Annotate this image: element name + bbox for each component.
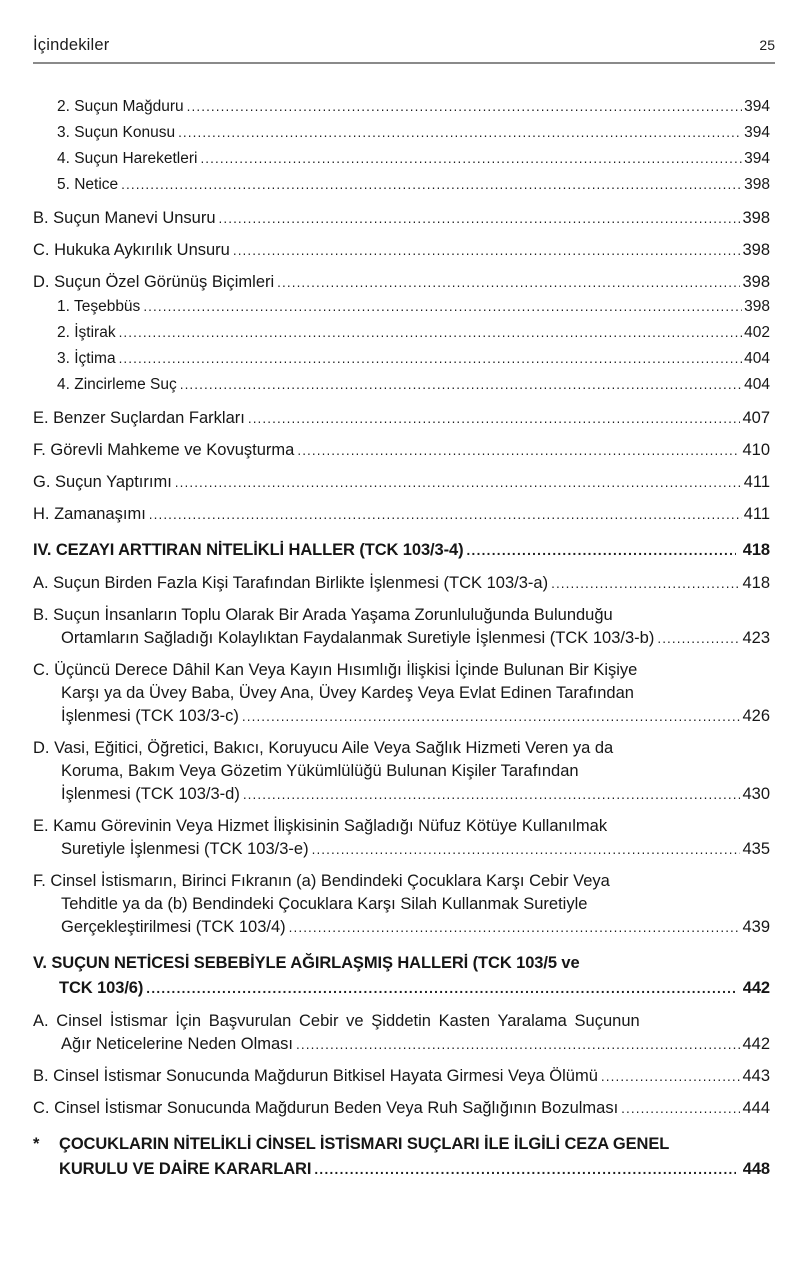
toc-entry-page-number: 398 bbox=[742, 209, 770, 227]
toc-list bbox=[0, 64, 810, 1182]
toc-entry-line bbox=[57, 294, 770, 320]
toc-entry-page-number: 407 bbox=[742, 409, 770, 427]
toc-entry-line bbox=[33, 604, 770, 627]
toc-entry-title: 3. İçtima bbox=[57, 350, 116, 367]
dot-leader bbox=[551, 572, 740, 595]
toc-entry-title: 3. Suçun Konusu bbox=[57, 124, 176, 141]
toc-entry bbox=[33, 407, 770, 430]
toc-entry bbox=[33, 1065, 770, 1088]
toc-entry-line bbox=[33, 870, 770, 893]
dot-leader bbox=[242, 705, 741, 728]
toc-entry-page-number: 418 bbox=[742, 541, 770, 559]
toc-entry-title: E. Kamu Görevinin Veya Hizmet İlişkisinin Sağladığı Nüfuz Kötüye Kullanılmak bbox=[33, 817, 608, 835]
dot-leader bbox=[143, 294, 742, 320]
page-header bbox=[0, 0, 810, 55]
toc-entry-title: 4. Suçun Hareketleri bbox=[57, 150, 198, 167]
toc-entry-line bbox=[57, 346, 770, 372]
dot-leader bbox=[657, 627, 740, 650]
toc-entry-page-number: 444 bbox=[742, 1099, 770, 1117]
toc-entry-line bbox=[33, 916, 770, 939]
toc-entry-line bbox=[33, 471, 770, 494]
toc-entry bbox=[33, 320, 770, 346]
toc-entry-line bbox=[57, 320, 770, 346]
toc-entry-line bbox=[33, 783, 770, 806]
toc-entry-page-number: 410 bbox=[742, 441, 770, 459]
toc-entry-title: Gerçekleştirilmesi (TCK 103/4) bbox=[61, 918, 286, 936]
toc-entry bbox=[33, 737, 770, 806]
toc-entry-title: 1. Teşebbüs bbox=[57, 298, 141, 315]
toc-entry-page-number: 443 bbox=[742, 1067, 770, 1085]
toc-entry-line bbox=[57, 120, 770, 146]
toc-entry bbox=[33, 471, 770, 494]
toc-entry-page-number: 442 bbox=[742, 979, 770, 997]
dot-leader bbox=[146, 976, 735, 1001]
toc-entry-line bbox=[33, 239, 770, 262]
toc-entry bbox=[33, 239, 770, 262]
toc-entry bbox=[33, 294, 770, 320]
toc-entry bbox=[33, 659, 770, 728]
toc-entry bbox=[33, 1010, 770, 1056]
toc-entry-line bbox=[57, 146, 770, 172]
toc-entry bbox=[33, 572, 770, 595]
toc-entry-line bbox=[33, 407, 770, 430]
dot-leader bbox=[601, 1065, 741, 1088]
toc-entry-page-number: 426 bbox=[742, 707, 770, 725]
toc-entry bbox=[33, 870, 770, 939]
toc-entry-line bbox=[33, 838, 770, 861]
toc-entry-title: F. Cinsel İstismarın, Birinci Fıkranın (a) Bendindeki Çocuklara Karşı Cebir Veya bbox=[33, 872, 610, 890]
toc-entry-title: A. Suçun Birden Fazla Kişi Tarafından Birlikte İşlenmesi (TCK 103/3-a) bbox=[33, 574, 549, 592]
toc-entry-title: G. Suçun Yaptırımı bbox=[33, 473, 172, 491]
header-page-number: 25 bbox=[759, 37, 775, 53]
toc-entry-page-number: 398 bbox=[742, 241, 770, 259]
toc-entry bbox=[33, 146, 770, 172]
dot-leader bbox=[187, 94, 742, 120]
toc-entry-title: İşlenmesi (TCK 103/3-c) bbox=[61, 707, 239, 725]
list-marker: * bbox=[33, 1135, 40, 1153]
toc-entry-title: B. Cinsel İstismar Sonucunda Mağdurun Bitkisel Hayata Girmesi Veya Ölümü bbox=[33, 1067, 598, 1085]
toc-entry-line bbox=[33, 760, 770, 783]
dot-leader bbox=[119, 346, 743, 372]
toc-entry-line bbox=[33, 1010, 770, 1033]
toc-entry-line bbox=[33, 538, 770, 563]
toc-entry-page-number: 423 bbox=[742, 629, 770, 647]
toc-entry bbox=[33, 951, 770, 1001]
dot-leader bbox=[289, 916, 741, 939]
toc-entry-page-number: 442 bbox=[742, 1035, 770, 1053]
toc-entry bbox=[33, 271, 770, 294]
toc-entry-title: KURULU VE DAİRE KARARLARI bbox=[59, 1160, 312, 1178]
toc-entry bbox=[33, 538, 770, 563]
toc-entry bbox=[33, 439, 770, 462]
toc-entry-line bbox=[33, 705, 770, 728]
toc-entry-page-number: 411 bbox=[743, 473, 770, 491]
toc-entry-title: 4. Zincirleme Suç bbox=[57, 376, 177, 393]
toc-entry-title: Suretiyle İşlenmesi (TCK 103/3-e) bbox=[61, 840, 309, 858]
toc-entry-title: TCK 103/6) bbox=[59, 979, 144, 997]
toc-entry-page-number: 394 bbox=[744, 98, 770, 115]
toc-entry-title: H. Zamanaşımı bbox=[33, 505, 146, 523]
dot-leader bbox=[178, 120, 742, 146]
toc-entry-page-number: 439 bbox=[742, 918, 770, 936]
toc-entry bbox=[33, 815, 770, 861]
toc-entry-page-number: 430 bbox=[742, 785, 770, 803]
dot-leader bbox=[119, 320, 743, 346]
toc-entry bbox=[33, 1097, 770, 1120]
toc-entry-page-number: 411 bbox=[743, 505, 770, 523]
toc-entry-title: İşlenmesi (TCK 103/3-d) bbox=[61, 785, 240, 803]
toc-entry-title: Karşı ya da Üvey Baba, Üvey Ana, Üvey Kardeş Veya Evlat Edinen Tarafından bbox=[61, 684, 634, 702]
toc-entry-page-number: 418 bbox=[742, 574, 770, 592]
toc-entry-page-number: 404 bbox=[744, 350, 770, 367]
toc-entry-page-number: 404 bbox=[744, 376, 770, 393]
dot-leader bbox=[296, 1033, 740, 1056]
toc-entry-page-number: 402 bbox=[744, 324, 770, 341]
toc-entry-line bbox=[33, 659, 770, 682]
toc-entry bbox=[33, 172, 770, 198]
toc-entry-title: D. Suçun Özel Görünüş Biçimleri bbox=[33, 273, 275, 291]
toc-entry bbox=[33, 1132, 770, 1182]
toc-entry-page-number: 435 bbox=[742, 840, 770, 858]
toc-entry bbox=[33, 372, 770, 398]
toc-entry-title: Ağır Neticelerine Neden Olması bbox=[61, 1035, 294, 1053]
toc-entry-title: Ortamların Sağladığı Kolaylıktan Faydalanmak Suretiyle İşlenmesi (TCK 103/3-b) bbox=[61, 629, 655, 647]
toc-entry-title: C. Cinsel İstismar Sonucunda Mağdurun Beden Veya Ruh Sağlığının Bozulması bbox=[33, 1099, 619, 1117]
toc-entry-title: E. Benzer Suçlardan Farkları bbox=[33, 409, 245, 427]
toc-entry bbox=[33, 346, 770, 372]
dot-leader bbox=[621, 1097, 740, 1120]
toc-entry-line bbox=[57, 172, 770, 198]
toc-entry-title: 2. İştirak bbox=[57, 324, 116, 341]
toc-entry-line bbox=[33, 271, 770, 294]
dot-leader bbox=[243, 783, 741, 806]
toc-entry-line bbox=[33, 976, 770, 1001]
header-title: İçindekiler bbox=[33, 36, 110, 54]
toc-entry-line bbox=[33, 737, 770, 760]
toc-entry-line bbox=[33, 893, 770, 916]
dot-leader bbox=[149, 503, 742, 526]
toc-entry-line bbox=[33, 1132, 770, 1157]
toc-entry-line bbox=[33, 815, 770, 838]
toc-entry-page-number: 394 bbox=[744, 124, 770, 141]
toc-entry-page-number: 448 bbox=[742, 1160, 770, 1178]
toc-entry-title: C. Hukuka Aykırılık Unsuru bbox=[33, 241, 230, 259]
toc-entry-title: 2. Suçun Mağduru bbox=[57, 98, 184, 115]
toc-entry-title: C. Üçüncü Derece Dâhil Kan Veya Kayın Hısımlığı İlişkisi İçinde Bulunan Bir Kişiye bbox=[33, 661, 638, 679]
toc-entry bbox=[33, 604, 770, 650]
toc-entry-page-number: 398 bbox=[744, 176, 770, 193]
toc-entry-title: V. SUÇUN NETİCESİ SEBEBİYLE AĞIRLAŞMIŞ HALLERİ (TCK 103/5 ve bbox=[33, 954, 580, 972]
toc-entry-page-number: 398 bbox=[742, 273, 770, 291]
dot-leader bbox=[121, 172, 742, 198]
toc-entry-line bbox=[33, 207, 770, 230]
toc-entry-title: A. Cinsel İstismar İçin Başvurulan Cebir ve Şiddetin Kasten Yaralama Suçunun bbox=[33, 1012, 640, 1030]
toc-entry-title: ÇOCUKLARIN NİTELİKLİ CİNSEL İSTİSMARI SUÇLARI İLE İLGİLİ CEZA GENEL bbox=[59, 1135, 670, 1153]
toc-entry bbox=[33, 207, 770, 230]
dot-leader bbox=[233, 239, 741, 262]
toc-entry-line bbox=[33, 1033, 770, 1056]
toc-entry bbox=[33, 94, 770, 120]
dot-leader bbox=[175, 471, 742, 494]
toc-entry-line bbox=[57, 372, 770, 398]
toc-entry bbox=[33, 503, 770, 526]
dot-leader bbox=[297, 439, 740, 462]
dot-leader bbox=[200, 146, 742, 172]
dot-leader bbox=[219, 207, 741, 230]
toc-entry-line bbox=[33, 439, 770, 462]
toc-entry-title: 5. Netice bbox=[57, 176, 119, 193]
toc-entry-title: Koruma, Bakım Veya Gözetim Yükümlülüğü Bulunan Kişiler Tarafından bbox=[61, 762, 579, 780]
toc-entry-title: IV. CEZAYI ARTTIRAN NİTELİKLİ HALLER (TCK 103/3-4) bbox=[33, 541, 464, 559]
toc-entry-line bbox=[33, 572, 770, 595]
toc-entry-line bbox=[33, 503, 770, 526]
dot-leader bbox=[312, 838, 741, 861]
toc-entry-line bbox=[33, 627, 770, 650]
dot-leader bbox=[466, 538, 735, 563]
toc-entry-line bbox=[33, 1065, 770, 1088]
dot-leader bbox=[248, 407, 741, 430]
toc-entry-page-number: 394 bbox=[744, 150, 770, 167]
toc-entry-line bbox=[57, 94, 770, 120]
dot-leader bbox=[314, 1157, 735, 1182]
toc-entry-line bbox=[33, 682, 770, 705]
toc-entry-title: B. Suçun Manevi Unsuru bbox=[33, 209, 216, 227]
toc-entry bbox=[33, 120, 770, 146]
toc-entry-title: Tehditle ya da (b) Bendindeki Çocuklara Karşı Silah Kullanmak Suretiyle bbox=[61, 895, 588, 913]
dot-leader bbox=[180, 372, 742, 398]
toc-entry-line bbox=[33, 1097, 770, 1120]
toc-entry-title: B. Suçun İnsanların Toplu Olarak Bir Arada Yaşama Zorunluluğunda Bulunduğu bbox=[33, 606, 613, 624]
toc-entry-page-number: 398 bbox=[744, 298, 770, 315]
toc-entry-title: D. Vasi, Eğitici, Öğretici, Bakıcı, Koruyucu Aile Veya Sağlık Hizmeti Veren ya da bbox=[33, 739, 614, 757]
toc-entry-title: F. Görevli Mahkeme ve Kovuşturma bbox=[33, 441, 295, 459]
toc-entry-line bbox=[33, 1157, 770, 1182]
toc-entry-line bbox=[33, 951, 770, 976]
dot-leader bbox=[277, 271, 740, 294]
